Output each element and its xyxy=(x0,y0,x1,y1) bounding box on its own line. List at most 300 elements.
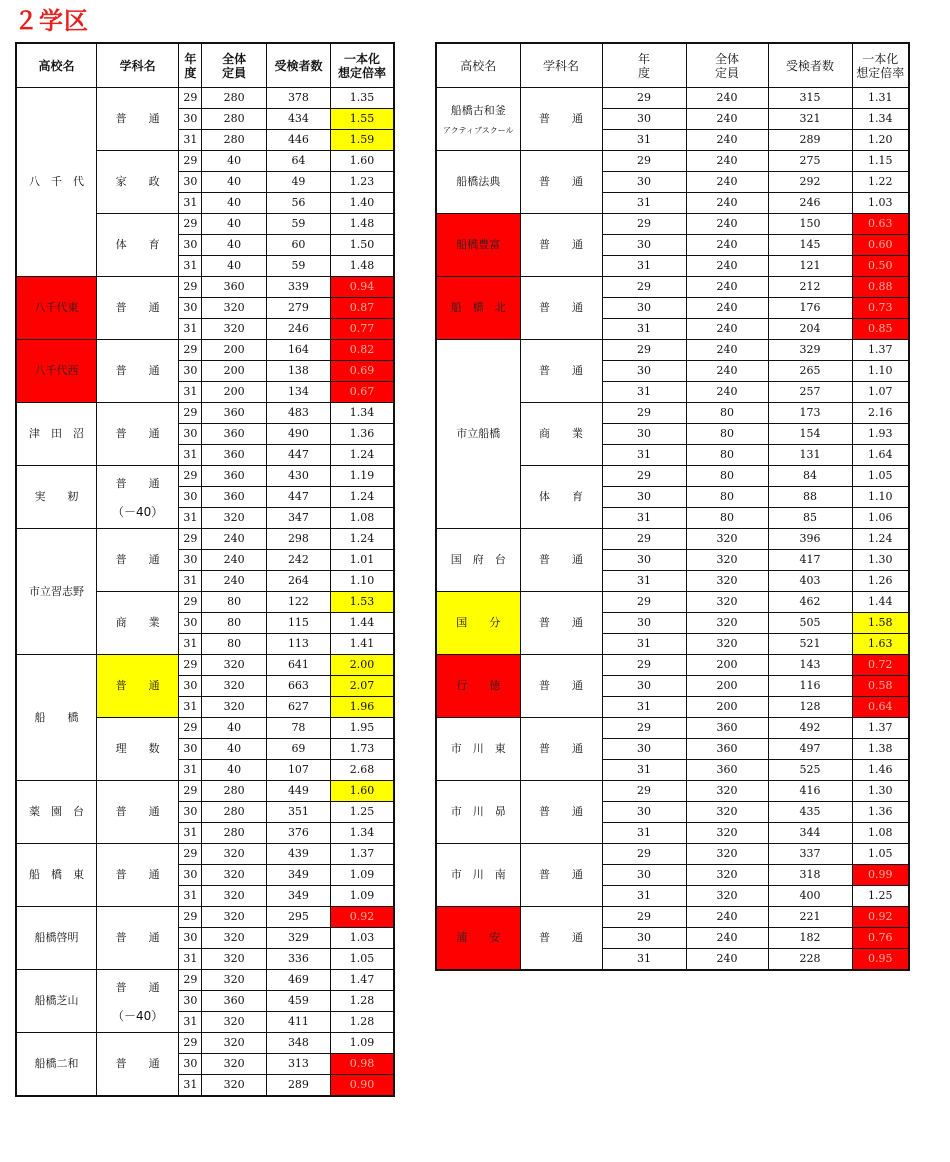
school-name: 船橋芝山 xyxy=(34,994,79,1007)
applicants-cell: 138 xyxy=(266,361,330,382)
year-cell: 30 xyxy=(602,550,686,571)
year-cell: 30 xyxy=(179,298,202,319)
ratio-cell: 2.07 xyxy=(331,676,394,697)
year-cell: 30 xyxy=(602,613,686,634)
applicants-cell: 435 xyxy=(768,802,852,823)
year-cell: 30 xyxy=(179,739,202,760)
year-cell: 29 xyxy=(179,88,202,109)
year-cell: 31 xyxy=(602,571,686,592)
applicants-cell: 113 xyxy=(266,634,330,655)
school-name-cell xyxy=(436,277,520,340)
year-cell: 31 xyxy=(179,823,202,844)
school-name-cell xyxy=(16,529,96,655)
applicants-cell: 56 xyxy=(266,193,330,214)
header-row xyxy=(16,43,394,88)
year-cell: 30 xyxy=(179,172,202,193)
ratio-cell: 1.24 xyxy=(331,487,394,508)
school-name: 津 田 沼 xyxy=(28,427,84,440)
applicants-cell: 134 xyxy=(266,382,330,403)
capacity-cell: 320 xyxy=(686,865,768,886)
school-name-cell xyxy=(16,655,96,781)
dept-name: 普 通 xyxy=(115,553,160,566)
school-name-cell xyxy=(436,655,520,718)
year-cell: 31 xyxy=(602,130,686,151)
applicants-cell: 257 xyxy=(768,382,852,403)
year-cell: 30 xyxy=(179,613,202,634)
dept-name: 商 業 xyxy=(539,427,583,440)
ratio-cell: 1.25 xyxy=(852,886,909,907)
school-name-cell xyxy=(16,844,96,907)
capacity-cell: 320 xyxy=(686,823,768,844)
dept-name-cell xyxy=(96,403,178,466)
applicants-cell: 449 xyxy=(266,781,330,802)
year-cell: 29 xyxy=(602,466,686,487)
ratio-cell: 1.95 xyxy=(331,718,394,739)
applicants-cell: 525 xyxy=(768,760,852,781)
capacity-cell: 320 xyxy=(686,886,768,907)
year-cell: 29 xyxy=(602,214,686,235)
school-name-cell xyxy=(436,151,520,214)
year-cell: 31 xyxy=(179,382,202,403)
year-cell: 31 xyxy=(179,571,202,592)
applicants-cell: 116 xyxy=(768,676,852,697)
header-year: 年 度 xyxy=(179,43,202,88)
ratio-cell: 0.92 xyxy=(852,907,909,928)
applicants-cell: 411 xyxy=(266,1012,330,1033)
ratio-cell: 1.10 xyxy=(852,361,909,382)
ratio-cell: 0.73 xyxy=(852,298,909,319)
year-cell: 31 xyxy=(602,949,686,971)
ratio-cell: 1.93 xyxy=(852,424,909,445)
school-name-cell xyxy=(436,907,520,971)
ratio-cell: 1.10 xyxy=(331,571,394,592)
dept-name-cell xyxy=(520,718,602,781)
school-name: 実 籾 xyxy=(34,490,79,503)
ratio-cell: 0.77 xyxy=(331,319,394,340)
capacity-cell: 40 xyxy=(202,172,266,193)
table-row xyxy=(16,1033,394,1054)
school-name-cell xyxy=(436,844,520,907)
header-year: 年 度 xyxy=(602,43,686,88)
ratio-cell: 0.98 xyxy=(331,1054,394,1075)
applicants-cell: 315 xyxy=(768,88,852,109)
year-cell: 30 xyxy=(179,109,202,130)
dept-name-cell xyxy=(96,781,178,844)
capacity-cell: 320 xyxy=(202,886,266,907)
ratio-cell: 1.48 xyxy=(331,214,394,235)
year-cell: 30 xyxy=(179,424,202,445)
school-name: 船橋古和釜 xyxy=(450,104,506,117)
capacity-cell: 240 xyxy=(686,382,768,403)
capacity-cell: 320 xyxy=(686,844,768,865)
year-cell: 31 xyxy=(602,886,686,907)
table-row xyxy=(436,151,909,172)
applicants-cell: 344 xyxy=(768,823,852,844)
ratio-cell: 1.09 xyxy=(331,1033,394,1054)
ratio-cell: 1.03 xyxy=(331,928,394,949)
ratio-cell: 0.88 xyxy=(852,277,909,298)
table-row xyxy=(436,277,909,298)
header-applicants: 受検者数 xyxy=(768,43,852,88)
capacity-cell: 200 xyxy=(202,361,266,382)
school-name: 行 徳 xyxy=(456,679,501,692)
capacity-cell: 240 xyxy=(686,151,768,172)
year-cell: 29 xyxy=(602,907,686,928)
year-cell: 29 xyxy=(602,403,686,424)
applicants-cell: 173 xyxy=(768,403,852,424)
dept-name-cell xyxy=(96,277,178,340)
capacity-cell: 240 xyxy=(686,214,768,235)
capacity-cell: 40 xyxy=(202,214,266,235)
dept-name: 普 通 xyxy=(539,553,583,566)
dept-name: 体 育 xyxy=(115,238,160,251)
capacity-cell: 320 xyxy=(202,676,266,697)
table-row xyxy=(16,403,394,424)
year-cell: 30 xyxy=(179,550,202,571)
capacity-cell: 320 xyxy=(202,508,266,529)
capacity-cell: 240 xyxy=(686,907,768,928)
year-cell: 31 xyxy=(179,634,202,655)
school-name: 市 川 東 xyxy=(450,742,506,755)
page-title: ２学区 xyxy=(14,7,89,35)
dept-name-cell xyxy=(520,781,602,844)
applicants-cell: 430 xyxy=(266,466,330,487)
year-cell: 30 xyxy=(179,802,202,823)
dept-name: 普 通 xyxy=(539,616,583,629)
ratio-cell: 1.34 xyxy=(331,403,394,424)
capacity-cell: 320 xyxy=(202,697,266,718)
applicants-cell: 337 xyxy=(768,844,852,865)
table-row xyxy=(436,655,909,676)
capacity-cell: 80 xyxy=(202,613,266,634)
dept-name-cell xyxy=(96,529,178,592)
dept-note: （－40） xyxy=(111,505,164,519)
capacity-cell: 320 xyxy=(202,907,266,928)
school-name-cell xyxy=(436,88,520,151)
dept-name: 普 通 xyxy=(539,175,583,188)
header-row xyxy=(436,43,909,88)
ratio-cell: 2.16 xyxy=(852,403,909,424)
school-name-cell xyxy=(436,718,520,781)
school-name-cell xyxy=(16,340,96,403)
year-cell: 29 xyxy=(179,781,202,802)
year-cell: 31 xyxy=(179,949,202,970)
ratio-cell: 0.63 xyxy=(852,214,909,235)
year-cell: 31 xyxy=(602,382,686,403)
school-name-cell xyxy=(436,214,520,277)
ratio-cell: 1.59 xyxy=(331,130,394,151)
year-cell: 31 xyxy=(602,193,686,214)
ratio-cell: 1.53 xyxy=(331,592,394,613)
table-row xyxy=(16,655,394,676)
applicants-cell: 447 xyxy=(266,487,330,508)
ratio-cell: 1.60 xyxy=(331,151,394,172)
dept-name-cell xyxy=(96,907,178,970)
capacity-cell: 80 xyxy=(686,487,768,508)
applicants-cell: 318 xyxy=(768,865,852,886)
dept-name: 普 通 xyxy=(115,1057,160,1070)
school-name-cell xyxy=(16,1033,96,1097)
applicants-cell: 182 xyxy=(768,928,852,949)
dept-name: 体 育 xyxy=(539,490,583,503)
capacity-cell: 320 xyxy=(686,529,768,550)
ratio-cell: 1.64 xyxy=(852,445,909,466)
year-cell: 30 xyxy=(179,1054,202,1075)
capacity-cell: 320 xyxy=(202,1054,266,1075)
applicants-cell: 128 xyxy=(768,697,852,718)
applicants-cell: 228 xyxy=(768,949,852,971)
ratio-cell: 1.22 xyxy=(852,172,909,193)
applicants-cell: 446 xyxy=(266,130,330,151)
dept-name-cell xyxy=(520,844,602,907)
dept-name-cell xyxy=(96,970,178,1033)
year-cell: 31 xyxy=(179,760,202,781)
school-name-cell xyxy=(16,466,96,529)
dept-name-cell xyxy=(520,529,602,592)
capacity-cell: 360 xyxy=(686,760,768,781)
table-row xyxy=(436,529,909,550)
ratio-cell: 0.94 xyxy=(331,277,394,298)
ratio-cell: 1.31 xyxy=(852,88,909,109)
ratio-cell: 1.37 xyxy=(852,340,909,361)
capacity-cell: 360 xyxy=(202,466,266,487)
ratio-cell: 1.23 xyxy=(331,172,394,193)
school-name-cell xyxy=(16,88,96,277)
applicants-cell: 246 xyxy=(266,319,330,340)
applicants-cell: 265 xyxy=(768,361,852,382)
dept-name-cell xyxy=(520,907,602,971)
applicants-cell: 107 xyxy=(266,760,330,781)
capacity-cell: 240 xyxy=(686,928,768,949)
applicants-cell: 78 xyxy=(266,718,330,739)
school-name-cell xyxy=(16,403,96,466)
dept-name-cell xyxy=(96,466,178,529)
applicants-cell: 497 xyxy=(768,739,852,760)
capacity-cell: 360 xyxy=(202,403,266,424)
applicants-cell: 434 xyxy=(266,109,330,130)
capacity-cell: 200 xyxy=(202,340,266,361)
capacity-cell: 40 xyxy=(202,235,266,256)
ratio-cell: 1.25 xyxy=(331,802,394,823)
ratio-cell: 1.37 xyxy=(331,844,394,865)
year-cell: 31 xyxy=(602,823,686,844)
capacity-cell: 240 xyxy=(202,529,266,550)
capacity-cell: 360 xyxy=(686,718,768,739)
year-cell: 31 xyxy=(179,1012,202,1033)
applicants-cell: 505 xyxy=(768,613,852,634)
applicants-cell: 64 xyxy=(266,151,330,172)
year-cell: 29 xyxy=(179,277,202,298)
capacity-cell: 80 xyxy=(202,592,266,613)
header-capacity: 全体 定員 xyxy=(202,43,266,88)
applicants-cell: 143 xyxy=(768,655,852,676)
school-name-cell xyxy=(16,907,96,970)
ratio-cell: 1.03 xyxy=(852,193,909,214)
year-cell: 30 xyxy=(602,424,686,445)
right-results-table xyxy=(435,42,910,971)
school-name-cell xyxy=(436,592,520,655)
ratio-cell: 1.20 xyxy=(852,130,909,151)
applicants-cell: 336 xyxy=(266,949,330,970)
year-cell: 29 xyxy=(179,1033,202,1054)
header-capacity: 全体 定員 xyxy=(686,43,768,88)
year-cell: 29 xyxy=(179,340,202,361)
dept-name-cell xyxy=(96,718,178,781)
ratio-cell: 1.30 xyxy=(852,550,909,571)
capacity-cell: 280 xyxy=(202,130,266,151)
school-name-cell xyxy=(16,781,96,844)
applicants-cell: 295 xyxy=(266,907,330,928)
year-cell: 30 xyxy=(179,865,202,886)
ratio-cell: 1.05 xyxy=(852,844,909,865)
dept-name-cell xyxy=(520,214,602,277)
ratio-cell: 1.28 xyxy=(331,991,394,1012)
dept-name: 理 数 xyxy=(115,742,160,755)
dept-name: 普 通 xyxy=(539,679,583,692)
year-cell: 31 xyxy=(179,445,202,466)
year-cell: 30 xyxy=(602,739,686,760)
ratio-cell: 0.82 xyxy=(331,340,394,361)
school-name-cell xyxy=(436,529,520,592)
capacity-cell: 240 xyxy=(202,550,266,571)
ratio-cell: 1.24 xyxy=(331,445,394,466)
capacity-cell: 320 xyxy=(202,970,266,991)
ratio-cell: 1.63 xyxy=(852,634,909,655)
school-name: 船橋二和 xyxy=(34,1057,79,1070)
capacity-cell: 80 xyxy=(202,634,266,655)
applicants-cell: 469 xyxy=(266,970,330,991)
school-name: 船橋啓明 xyxy=(34,931,79,944)
dept-name: 普 通 xyxy=(539,868,583,881)
school-name-cell xyxy=(436,340,520,529)
ratio-cell: 1.44 xyxy=(852,592,909,613)
capacity-cell: 320 xyxy=(686,550,768,571)
dept-name: 普 通 xyxy=(539,364,583,377)
applicants-cell: 447 xyxy=(266,445,330,466)
capacity-cell: 240 xyxy=(686,109,768,130)
ratio-cell: 1.09 xyxy=(331,865,394,886)
year-cell: 29 xyxy=(179,529,202,550)
school-name: 船 橋 xyxy=(34,710,79,724)
ratio-cell: 0.92 xyxy=(331,907,394,928)
capacity-cell: 320 xyxy=(202,655,266,676)
applicants-cell: 289 xyxy=(266,1075,330,1097)
table-row xyxy=(436,88,909,109)
dept-name-cell xyxy=(520,88,602,151)
ratio-cell: 1.10 xyxy=(852,487,909,508)
year-cell: 30 xyxy=(179,928,202,949)
header-school: 高校名 xyxy=(16,43,96,88)
ratio-cell: 1.47 xyxy=(331,970,394,991)
ratio-cell: 1.35 xyxy=(331,88,394,109)
year-cell: 29 xyxy=(179,907,202,928)
school-name: 市立習志野 xyxy=(28,584,84,598)
dept-name: 普 通 xyxy=(115,931,160,944)
applicants-cell: 462 xyxy=(768,592,852,613)
applicants-cell: 483 xyxy=(266,403,330,424)
ratio-cell: 1.58 xyxy=(852,613,909,634)
year-cell: 30 xyxy=(179,991,202,1012)
table-row xyxy=(16,781,394,802)
ratio-cell: 0.60 xyxy=(852,235,909,256)
ratio-cell: 1.08 xyxy=(331,508,394,529)
applicants-cell: 417 xyxy=(768,550,852,571)
applicants-cell: 378 xyxy=(266,88,330,109)
applicants-cell: 59 xyxy=(266,256,330,277)
capacity-cell: 320 xyxy=(202,298,266,319)
year-cell: 29 xyxy=(179,403,202,424)
applicants-cell: 396 xyxy=(768,529,852,550)
dept-name: 普 通 xyxy=(115,805,160,818)
capacity-cell: 240 xyxy=(686,193,768,214)
ratio-cell: 1.44 xyxy=(331,613,394,634)
table-row xyxy=(16,340,394,361)
capacity-cell: 320 xyxy=(202,1033,266,1054)
ratio-cell: 1.19 xyxy=(331,466,394,487)
capacity-cell: 280 xyxy=(202,109,266,130)
year-cell: 30 xyxy=(602,298,686,319)
applicants-cell: 122 xyxy=(266,592,330,613)
school-name: 市 川 昴 xyxy=(450,805,506,818)
ratio-cell: 1.34 xyxy=(852,109,909,130)
dept-name-cell xyxy=(520,655,602,718)
ratio-cell: 0.50 xyxy=(852,256,909,277)
school-name: 八千代東 xyxy=(34,301,79,314)
applicants-cell: 145 xyxy=(768,235,852,256)
capacity-cell: 280 xyxy=(202,823,266,844)
year-cell: 29 xyxy=(602,655,686,676)
applicants-cell: 439 xyxy=(266,844,330,865)
ratio-cell: 0.72 xyxy=(852,655,909,676)
school-name-cell xyxy=(436,781,520,844)
capacity-cell: 320 xyxy=(202,865,266,886)
capacity-cell: 320 xyxy=(686,592,768,613)
capacity-cell: 320 xyxy=(202,949,266,970)
table-row xyxy=(436,592,909,613)
header-ratio: 一本化 想定倍率 xyxy=(331,43,394,88)
year-cell: 29 xyxy=(179,718,202,739)
applicants-cell: 627 xyxy=(266,697,330,718)
capacity-cell: 240 xyxy=(686,949,768,971)
capacity-cell: 40 xyxy=(202,739,266,760)
applicants-cell: 154 xyxy=(768,424,852,445)
left-results-table xyxy=(15,42,395,1097)
ratio-cell: 1.46 xyxy=(852,760,909,781)
applicants-cell: 164 xyxy=(266,340,330,361)
dept-name: 普 通 xyxy=(115,427,160,440)
year-cell: 30 xyxy=(602,235,686,256)
capacity-cell: 200 xyxy=(686,655,768,676)
ratio-cell: 1.08 xyxy=(852,823,909,844)
school-name: 国 分 xyxy=(456,616,501,629)
ratio-cell: 0.69 xyxy=(331,361,394,382)
applicants-cell: 84 xyxy=(768,466,852,487)
year-cell: 31 xyxy=(602,508,686,529)
dept-name-cell xyxy=(520,466,602,529)
capacity-cell: 320 xyxy=(686,802,768,823)
applicants-cell: 348 xyxy=(266,1033,330,1054)
year-cell: 31 xyxy=(179,319,202,340)
dept-name-cell xyxy=(96,88,178,151)
ratio-cell: 1.06 xyxy=(852,508,909,529)
capacity-cell: 240 xyxy=(686,88,768,109)
applicants-cell: 349 xyxy=(266,886,330,907)
table-row xyxy=(436,340,909,361)
capacity-cell: 360 xyxy=(202,991,266,1012)
applicants-cell: 329 xyxy=(266,928,330,949)
year-cell: 31 xyxy=(602,319,686,340)
dept-name: 普 通 xyxy=(115,981,160,994)
